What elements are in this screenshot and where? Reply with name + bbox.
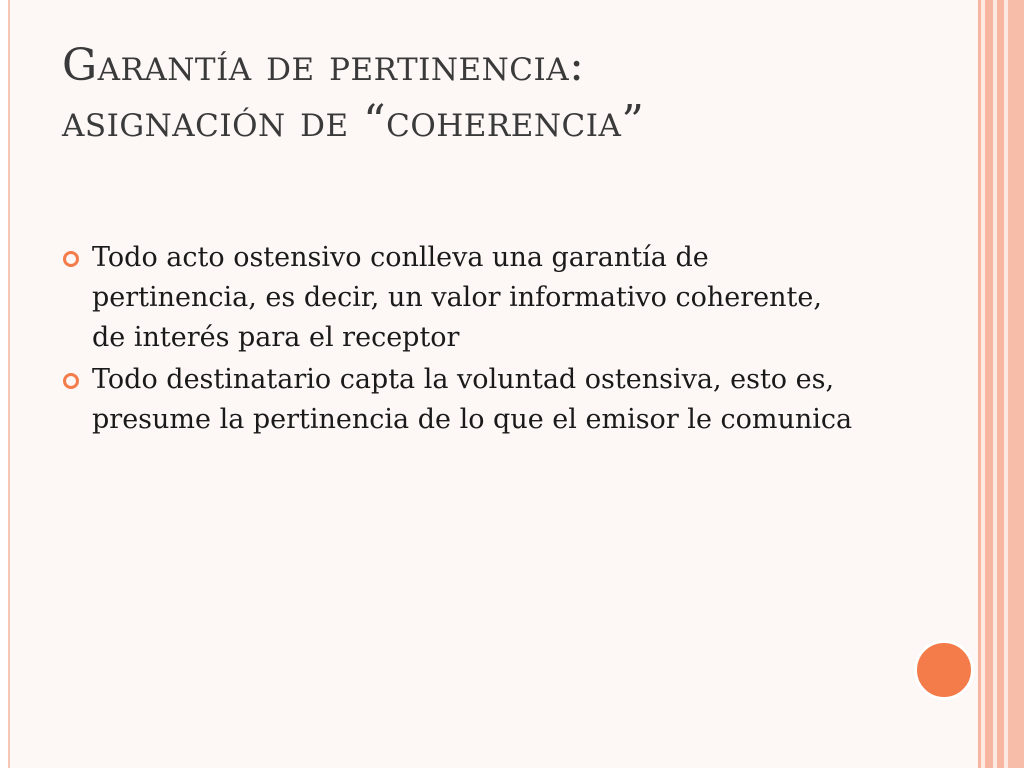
bullet-text: Todo destinatario capta la voluntad ostensiva, esto es, presume la pertinencia de lo que el emisor le comunica bbox=[92, 364, 853, 435]
bullet-text: Todo acto ostensivo conlleva una garantía de pertinencia, es decir, un valor informativo coherente, de interés para el receptor bbox=[92, 242, 822, 353]
right-stripe bbox=[997, 0, 1004, 768]
right-stripe bbox=[985, 0, 993, 768]
right-stripe bbox=[1008, 0, 1024, 768]
ring-bullet-icon bbox=[62, 372, 80, 390]
bullet-list bbox=[62, 238, 862, 442]
bullet-item bbox=[62, 238, 862, 358]
slide-title-line-2: asignación de “coherencia” bbox=[62, 96, 645, 147]
bullet-item bbox=[62, 360, 862, 440]
slide-title bbox=[62, 38, 942, 150]
decorative-circle-icon bbox=[914, 640, 974, 700]
ring-bullet-icon bbox=[62, 250, 80, 268]
slide-title-line-1: Garantía de pertinencia: bbox=[62, 40, 585, 91]
